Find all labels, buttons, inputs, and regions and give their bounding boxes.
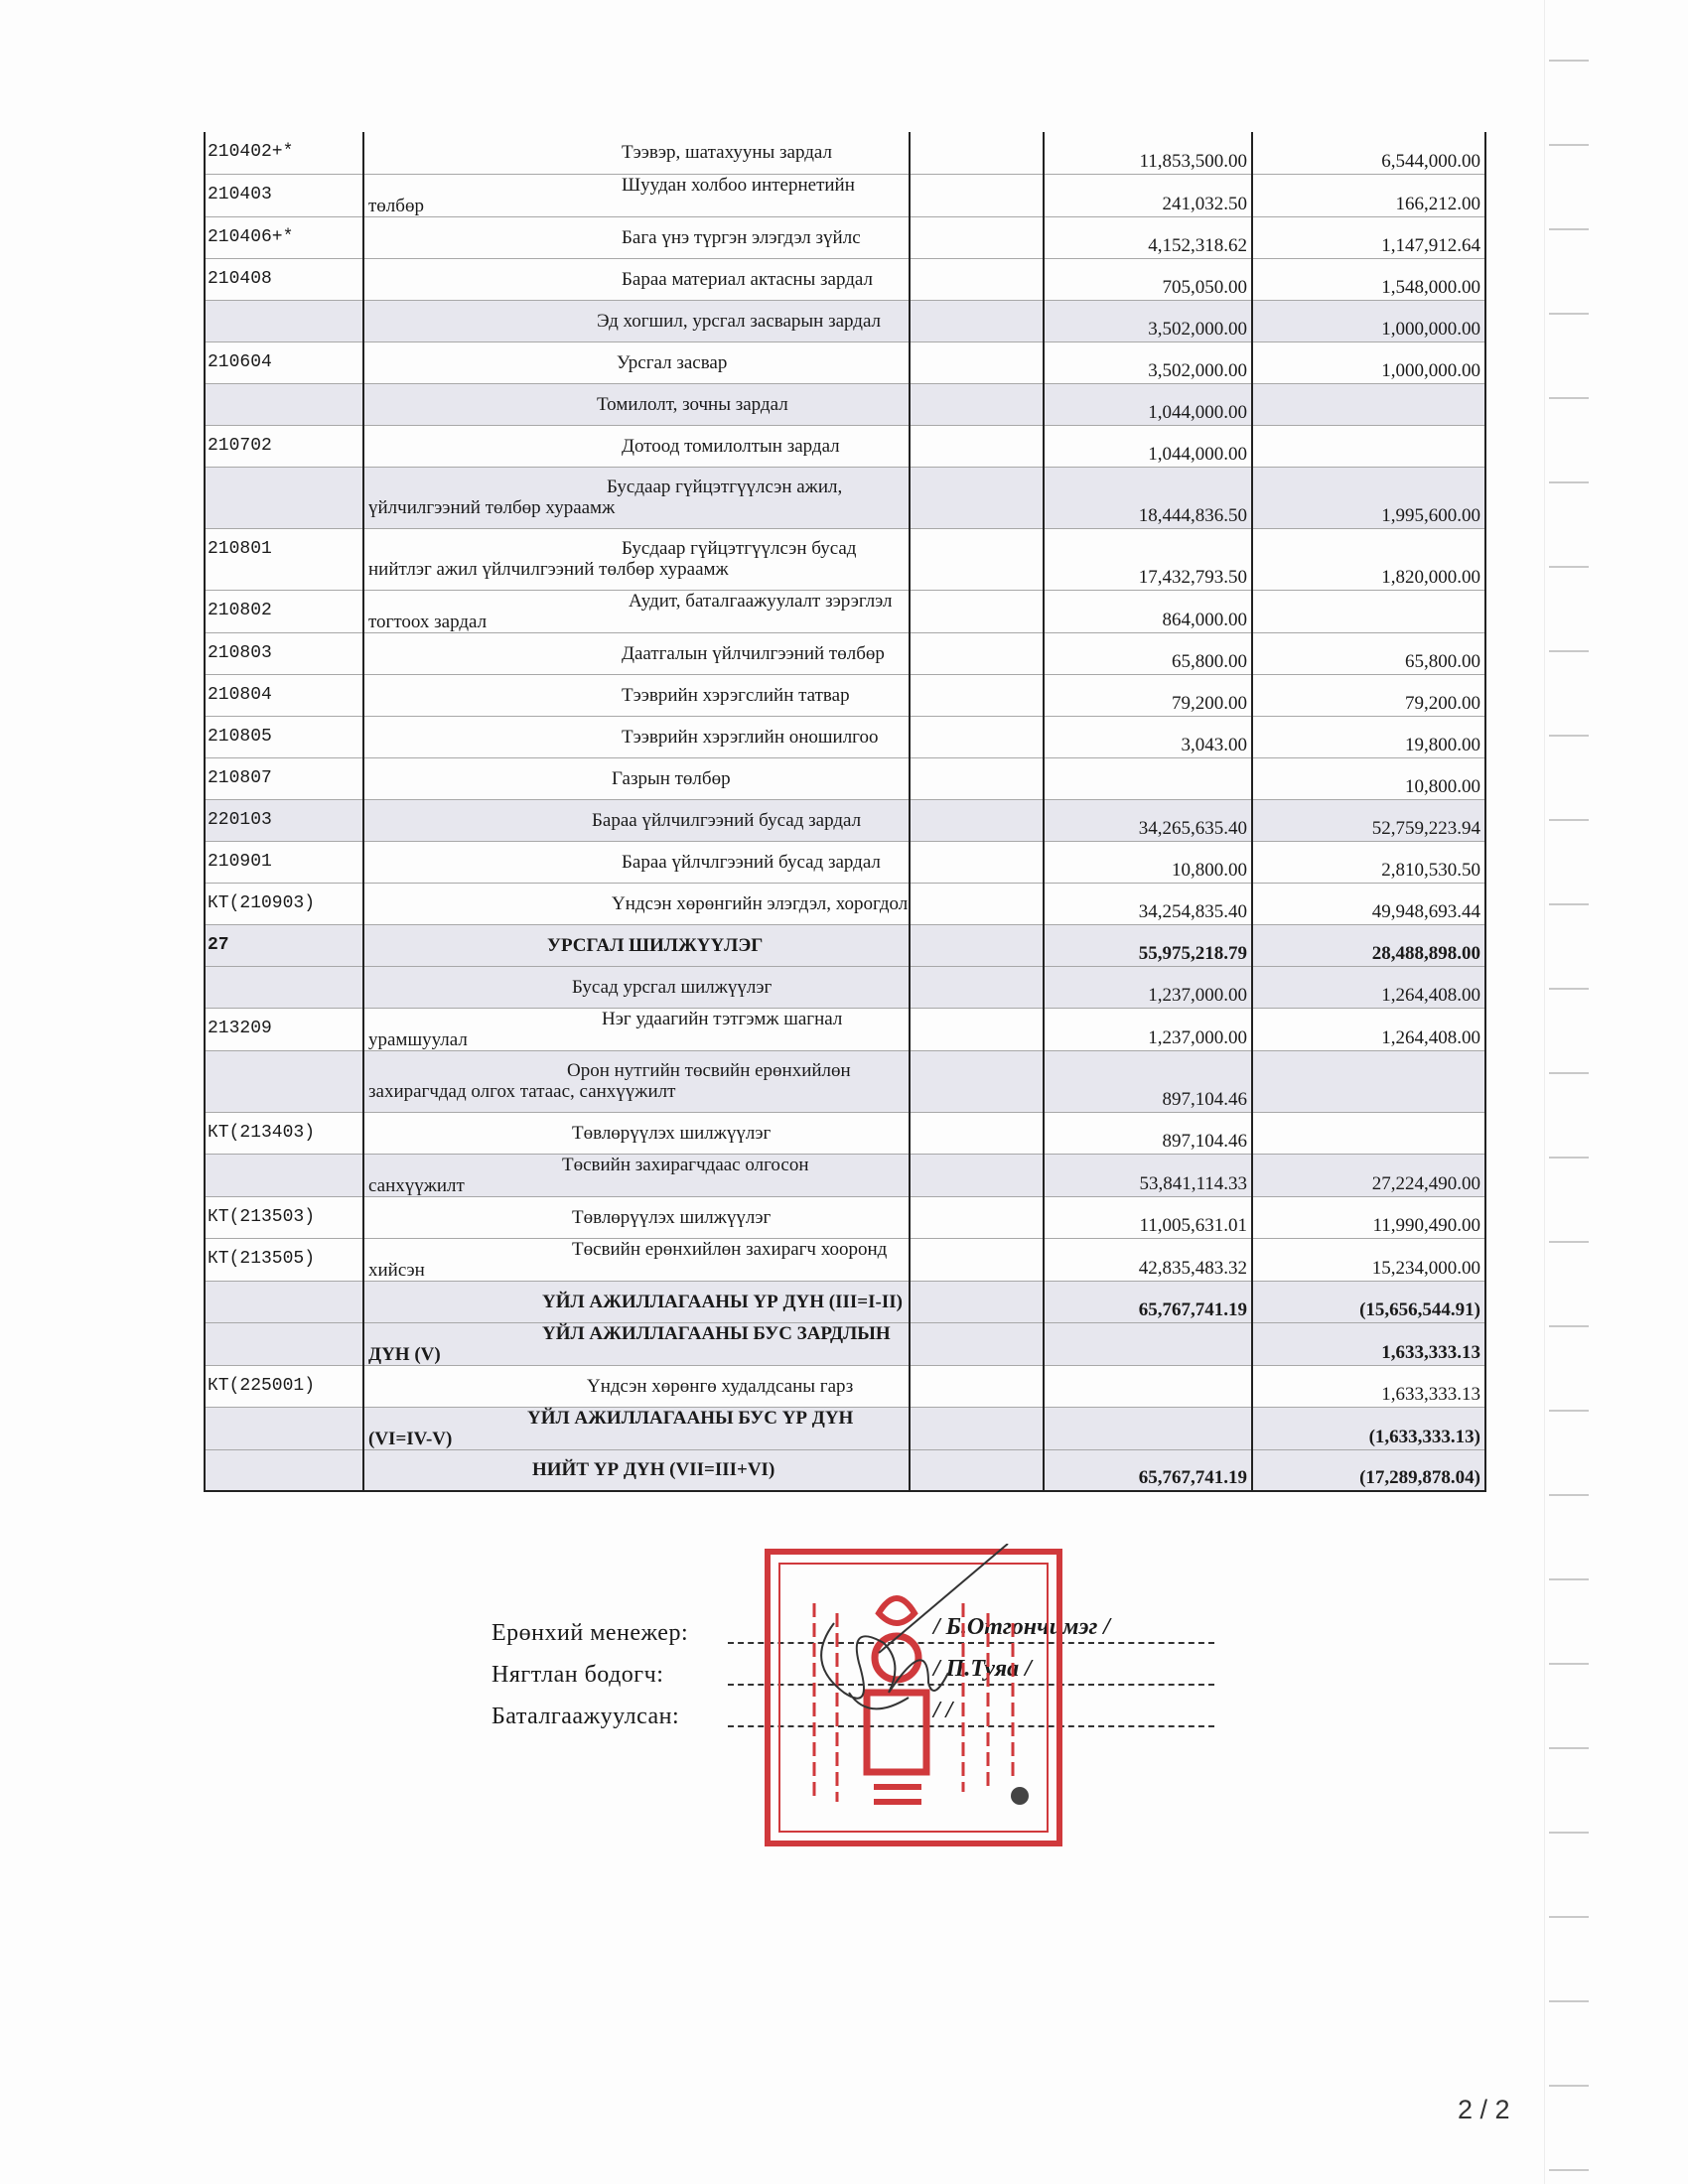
item-name-cell — [363, 632, 910, 674]
previous-year-amount-cell: 1,264,408.00 — [1252, 966, 1485, 1008]
item-name-cell — [363, 1281, 910, 1322]
item-name: ҮЙЛ АЖИЛЛАГААНЫ БУС ЗАРДЛЫН ДҮН (V) — [368, 1322, 891, 1365]
table-row — [205, 1449, 1485, 1491]
table-row — [205, 1281, 1485, 1322]
account-code-cell — [205, 966, 363, 1008]
account-code-cell: КТ(210903) — [205, 883, 363, 924]
table-row — [205, 132, 1485, 174]
item-name-cell — [363, 1322, 910, 1365]
previous-year-amount-cell: 1,000,000.00 — [1252, 300, 1485, 341]
account-code-cell: 210901 — [205, 841, 363, 883]
item-name-cell — [363, 799, 910, 841]
account-code-cell: 210801 — [205, 528, 363, 590]
empty-cell — [910, 300, 1044, 341]
item-name-cell — [363, 1449, 910, 1491]
item-name-cell — [363, 1365, 910, 1407]
account-code-cell: 210804 — [205, 674, 363, 716]
table-row — [205, 383, 1485, 425]
current-year-amount-cell: 1,237,000.00 — [1044, 966, 1252, 1008]
signatory-name: / П.Туяа / — [933, 1656, 1032, 1682]
previous-year-amount-cell: (1,633,333.13) — [1252, 1407, 1485, 1449]
account-code-cell: 210805 — [205, 716, 363, 757]
item-name-cell — [363, 966, 910, 1008]
signature-role-label: Нягтлан бодогч: — [492, 1662, 664, 1688]
item-name: Томилолт, зочны зардал — [597, 393, 788, 415]
edge-mark — [1549, 1832, 1589, 1834]
current-year-amount-cell: 241,032.50 — [1044, 174, 1252, 216]
account-code-cell: 210802 — [205, 590, 363, 632]
empty-cell — [910, 258, 1044, 300]
table-row — [205, 1154, 1485, 1196]
previous-year-amount-cell: 1,147,912.64 — [1252, 216, 1485, 258]
table-row — [205, 966, 1485, 1008]
item-name-cell — [363, 1112, 910, 1154]
previous-year-amount-cell — [1252, 590, 1485, 632]
table-row — [205, 757, 1485, 799]
table-row — [205, 1112, 1485, 1154]
item-name: Төвлөрүүлэх шилжүүлэг — [572, 1122, 772, 1144]
account-code-cell: 220103 — [205, 799, 363, 841]
previous-year-amount-cell: 1,000,000.00 — [1252, 341, 1485, 383]
item-name: УРСГАЛ ШИЛЖҮҮЛЭГ — [547, 934, 764, 956]
edge-mark — [1549, 2169, 1589, 2171]
previous-year-amount-cell: 1,820,000.00 — [1252, 528, 1485, 590]
edge-mark — [1549, 1072, 1589, 1074]
current-year-amount-cell: 1,044,000.00 — [1044, 425, 1252, 467]
table-row — [205, 1196, 1485, 1238]
account-code-cell: КТ(213503) — [205, 1196, 363, 1238]
table-row — [205, 674, 1485, 716]
table-row — [205, 216, 1485, 258]
current-year-amount-cell: 18,444,836.50 — [1044, 467, 1252, 528]
account-code-cell — [205, 1407, 363, 1449]
current-year-amount-cell: 897,104.46 — [1044, 1050, 1252, 1112]
account-code-cell — [205, 1449, 363, 1491]
edge-mark — [1549, 481, 1589, 483]
previous-year-amount-cell — [1252, 1050, 1485, 1112]
previous-year-amount-cell: (15,656,544.91) — [1252, 1281, 1485, 1322]
empty-cell — [910, 1008, 1044, 1050]
item-name-cell — [363, 383, 910, 425]
account-code-cell — [205, 1050, 363, 1112]
previous-year-amount-cell — [1252, 425, 1485, 467]
scan-edge-line — [1544, 0, 1545, 2184]
edge-mark — [1549, 228, 1589, 230]
table-row — [205, 1407, 1485, 1449]
current-year-amount-cell — [1044, 1407, 1252, 1449]
item-name-cell — [363, 883, 910, 924]
previous-year-amount-cell — [1252, 383, 1485, 425]
empty-cell — [910, 1238, 1044, 1281]
current-year-amount-cell: 3,502,000.00 — [1044, 300, 1252, 341]
table-row — [205, 1008, 1485, 1050]
table-row — [205, 174, 1485, 216]
edge-mark — [1549, 2000, 1589, 2002]
account-code-cell: 210807 — [205, 757, 363, 799]
current-year-amount-cell: 10,800.00 — [1044, 841, 1252, 883]
empty-cell — [910, 425, 1044, 467]
item-name: Шуудан холбоо интернетийн төлбөр — [368, 174, 855, 216]
empty-cell — [910, 841, 1044, 883]
empty-cell — [910, 924, 1044, 966]
empty-cell — [910, 632, 1044, 674]
current-year-amount-cell: 11,005,631.01 — [1044, 1196, 1252, 1238]
item-name: Тээврийн хэрэглийн оношилгоо — [622, 726, 879, 748]
item-name-cell — [363, 300, 910, 341]
edge-mark — [1549, 1241, 1589, 1243]
item-name: Үндсэн хөрөнгө худалдсаны гарз — [587, 1375, 854, 1397]
empty-cell — [910, 674, 1044, 716]
edge-mark — [1549, 1663, 1589, 1665]
empty-cell — [910, 1365, 1044, 1407]
edge-mark — [1549, 903, 1589, 905]
item-name-cell — [363, 258, 910, 300]
current-year-amount-cell: 11,853,500.00 — [1044, 132, 1252, 174]
item-name: Орон нутгийн төсвийн ерөнхийлөн захирагчдад олгох татаас, санхүүжилт — [368, 1060, 851, 1102]
empty-cell — [910, 1322, 1044, 1365]
account-code-cell: 210702 — [205, 425, 363, 467]
page-number: 2 / 2 — [1458, 2095, 1510, 2124]
current-year-amount-cell: 705,050.00 — [1044, 258, 1252, 300]
edge-mark — [1549, 2085, 1589, 2087]
item-name-cell — [363, 528, 910, 590]
item-name: ҮЙЛ АЖИЛЛАГААНЫ ҮР ДҮН (III=I-II) — [542, 1291, 903, 1312]
table-row — [205, 467, 1485, 528]
item-name-cell — [363, 216, 910, 258]
account-code-cell: 210803 — [205, 632, 363, 674]
current-year-amount-cell — [1044, 1365, 1252, 1407]
table-row — [205, 1365, 1485, 1407]
table-row — [205, 590, 1485, 632]
empty-cell — [910, 590, 1044, 632]
account-code-cell: 210406+* — [205, 216, 363, 258]
empty-cell — [910, 1281, 1044, 1322]
item-name-cell — [363, 757, 910, 799]
account-code-cell: 210403 — [205, 174, 363, 216]
item-name-cell — [363, 590, 910, 632]
current-year-amount-cell — [1044, 757, 1252, 799]
item-name: Бусдаар гүйцэтгүүлсэн ажил, үйлчилгээний төлбөр хураамж — [368, 477, 843, 518]
item-name: НИЙТ ҮР ДҮН (VII=III+VI) — [532, 1459, 775, 1481]
item-name-cell — [363, 174, 910, 216]
item-name: Урсгал засвар — [617, 351, 728, 373]
previous-year-amount-cell: 11,990,490.00 — [1252, 1196, 1485, 1238]
current-year-amount-cell: 1,044,000.00 — [1044, 383, 1252, 425]
previous-year-amount-cell: 2,810,530.50 — [1252, 841, 1485, 883]
signatory-name: / / — [933, 1698, 953, 1723]
signatory-name: / Б.Отгончимэг / — [933, 1614, 1110, 1640]
account-code-cell: 210604 — [205, 341, 363, 383]
edge-mark — [1549, 1157, 1589, 1159]
edge-mark — [1549, 1494, 1589, 1496]
item-name-cell — [363, 1407, 910, 1449]
edge-mark — [1549, 60, 1589, 62]
previous-year-amount-cell: 1,264,408.00 — [1252, 1008, 1485, 1050]
item-name: Газрын төлбөр — [612, 767, 731, 789]
empty-cell — [910, 883, 1044, 924]
item-name: Тээврийн хэрэгслийн татвар — [622, 684, 850, 706]
edge-mark — [1549, 819, 1589, 821]
item-name: Төсвийн ерөнхийлөн захирагч хооронд хийсэн — [368, 1238, 888, 1281]
empty-cell — [910, 1196, 1044, 1238]
current-year-amount-cell: 79,200.00 — [1044, 674, 1252, 716]
table-row — [205, 258, 1485, 300]
previous-year-amount-cell: 1,633,333.13 — [1252, 1322, 1485, 1365]
account-code-cell: 210402+* — [205, 132, 363, 174]
edge-mark — [1549, 1916, 1589, 1918]
table-row — [205, 883, 1485, 924]
item-name: Бараа үйлчлгээний бусад зардал — [622, 851, 881, 873]
account-code-cell: 27 — [205, 924, 363, 966]
item-name: Нэг удаагийн тэтгэмж шагнал урамшуулал — [368, 1008, 843, 1050]
item-name: Аудит, баталгаажуулалт зэрэглэл тогтоох зардал — [368, 590, 893, 632]
empty-cell — [910, 132, 1044, 174]
edge-mark — [1549, 650, 1589, 652]
empty-cell — [910, 216, 1044, 258]
table-row — [205, 1238, 1485, 1281]
signature-role-label: Баталгаажуулсан: — [492, 1704, 680, 1729]
table-row — [205, 528, 1485, 590]
previous-year-amount-cell: 49,948,693.44 — [1252, 883, 1485, 924]
account-code-cell: 210408 — [205, 258, 363, 300]
empty-cell — [910, 1050, 1044, 1112]
previous-year-amount-cell: 19,800.00 — [1252, 716, 1485, 757]
item-name-cell — [363, 425, 910, 467]
table-row — [205, 716, 1485, 757]
edge-mark — [1549, 988, 1589, 990]
item-name-cell — [363, 1154, 910, 1196]
item-name-cell — [363, 132, 910, 174]
table-row — [205, 841, 1485, 883]
empty-cell — [910, 1407, 1044, 1449]
empty-cell — [910, 528, 1044, 590]
edge-mark — [1549, 144, 1589, 146]
empty-cell — [910, 1154, 1044, 1196]
table-row — [205, 632, 1485, 674]
item-name: Үндсэн хөрөнгийн элэгдэл, хорогдол — [612, 892, 909, 914]
edge-mark — [1549, 735, 1589, 737]
table-row — [205, 341, 1485, 383]
previous-year-amount-cell: 10,800.00 — [1252, 757, 1485, 799]
previous-year-amount-cell: 27,224,490.00 — [1252, 1154, 1485, 1196]
item-name: ҮЙЛ АЖИЛЛАГААНЫ БУС ҮР ДҮН (VI=IV-V) — [368, 1407, 854, 1449]
current-year-amount-cell: 1,237,000.00 — [1044, 1008, 1252, 1050]
current-year-amount-cell: 65,800.00 — [1044, 632, 1252, 674]
signature-role-label: Ерөнхий менежер: — [492, 1620, 689, 1646]
empty-cell — [910, 341, 1044, 383]
account-code-cell — [205, 1281, 363, 1322]
item-name: Бусдаар гүйцэтгүүлсэн бусад нийтлэг ажил үйлчилгээний төлбөр хураамж — [368, 538, 857, 580]
previous-year-amount-cell: 166,212.00 — [1252, 174, 1485, 216]
current-year-amount-cell: 864,000.00 — [1044, 590, 1252, 632]
table-row — [205, 425, 1485, 467]
item-name-cell — [363, 716, 910, 757]
current-year-amount-cell: 3,502,000.00 — [1044, 341, 1252, 383]
account-code-cell: КТ(213403) — [205, 1112, 363, 1154]
current-year-amount-cell: 42,835,483.32 — [1044, 1238, 1252, 1281]
account-code-cell — [205, 1154, 363, 1196]
account-code-cell — [205, 467, 363, 528]
edge-mark — [1549, 1410, 1589, 1412]
item-name: Төсвийн захирагчдаас олгосон санхүүжилт — [368, 1154, 809, 1196]
account-code-cell: КТ(213505) — [205, 1238, 363, 1281]
previous-year-amount-cell: 52,759,223.94 — [1252, 799, 1485, 841]
account-code-cell — [205, 1322, 363, 1365]
edge-mark — [1549, 313, 1589, 315]
item-name: Бараа үйлчилгээний бусад зардал — [592, 809, 862, 831]
edge-mark — [1549, 397, 1589, 399]
edge-mark — [1549, 1325, 1589, 1327]
current-year-amount-cell — [1044, 1322, 1252, 1365]
item-name-cell — [363, 924, 910, 966]
previous-year-amount-cell: (17,289,878.04) — [1252, 1449, 1485, 1491]
empty-cell — [910, 1112, 1044, 1154]
table-row — [205, 300, 1485, 341]
current-year-amount-cell: 34,265,635.40 — [1044, 799, 1252, 841]
previous-year-amount-cell: 28,488,898.00 — [1252, 924, 1485, 966]
edge-mark — [1549, 1578, 1589, 1580]
empty-cell — [910, 383, 1044, 425]
item-name-cell — [363, 841, 910, 883]
current-year-amount-cell: 897,104.46 — [1044, 1112, 1252, 1154]
official-seal-stamp — [760, 1544, 1067, 1851]
previous-year-amount-cell: 6,544,000.00 — [1252, 132, 1485, 174]
table-row — [205, 924, 1485, 966]
previous-year-amount-cell: 1,995,600.00 — [1252, 467, 1485, 528]
table-row — [205, 1050, 1485, 1112]
table-row — [205, 1322, 1485, 1365]
empty-cell — [910, 716, 1044, 757]
account-code-cell: 213209 — [205, 1008, 363, 1050]
empty-cell — [910, 174, 1044, 216]
item-name: Бараа материал актасны зардал — [622, 268, 873, 290]
item-name: Тээвэр, шатахууны зардал — [622, 142, 832, 164]
account-code-cell: КТ(225001) — [205, 1365, 363, 1407]
empty-cell — [910, 966, 1044, 1008]
item-name-cell — [363, 467, 910, 528]
item-name-cell — [363, 674, 910, 716]
item-name-cell — [363, 1238, 910, 1281]
empty-cell — [910, 1449, 1044, 1491]
item-name: Төвлөрүүлэх шилжүүлэг — [572, 1206, 772, 1228]
previous-year-amount-cell: 1,548,000.00 — [1252, 258, 1485, 300]
item-name-cell — [363, 1008, 910, 1050]
current-year-amount-cell: 17,432,793.50 — [1044, 528, 1252, 590]
scan-edge-marks — [1549, 0, 1589, 2184]
account-code-cell — [205, 383, 363, 425]
previous-year-amount-cell: 65,800.00 — [1252, 632, 1485, 674]
current-year-amount-cell: 4,152,318.62 — [1044, 216, 1252, 258]
previous-year-amount-cell: 15,234,000.00 — [1252, 1238, 1485, 1281]
item-name: Бага үнэ түргэн элэгдэл зүйлс — [622, 226, 861, 248]
empty-cell — [910, 467, 1044, 528]
previous-year-amount-cell: 1,633,333.13 — [1252, 1365, 1485, 1407]
item-name: Даатгалын үйлчилгээний төлбөр — [622, 642, 885, 664]
empty-cell — [910, 757, 1044, 799]
previous-year-amount-cell: 79,200.00 — [1252, 674, 1485, 716]
previous-year-amount-cell — [1252, 1112, 1485, 1154]
current-year-amount-cell: 65,767,741.19 — [1044, 1449, 1252, 1491]
current-year-amount-cell: 65,767,741.19 — [1044, 1281, 1252, 1322]
table-row — [205, 799, 1485, 841]
item-name-cell — [363, 1196, 910, 1238]
item-name: Эд хогшил, урсгал засварын зардал — [597, 310, 882, 332]
item-name: Дотоод томилолтын зардал — [622, 435, 840, 457]
edge-mark — [1549, 566, 1589, 568]
financial-report-table — [204, 132, 1486, 1492]
item-name-cell — [363, 1050, 910, 1112]
account-code-cell — [205, 300, 363, 341]
edge-mark — [1549, 1747, 1589, 1749]
current-year-amount-cell: 53,841,114.33 — [1044, 1154, 1252, 1196]
item-name-cell — [363, 341, 910, 383]
current-year-amount-cell: 34,254,835.40 — [1044, 883, 1252, 924]
empty-cell — [910, 799, 1044, 841]
current-year-amount-cell: 55,975,218.79 — [1044, 924, 1252, 966]
item-name: Бусад урсгал шилжүүлэг — [572, 976, 773, 998]
current-year-amount-cell: 3,043.00 — [1044, 716, 1252, 757]
